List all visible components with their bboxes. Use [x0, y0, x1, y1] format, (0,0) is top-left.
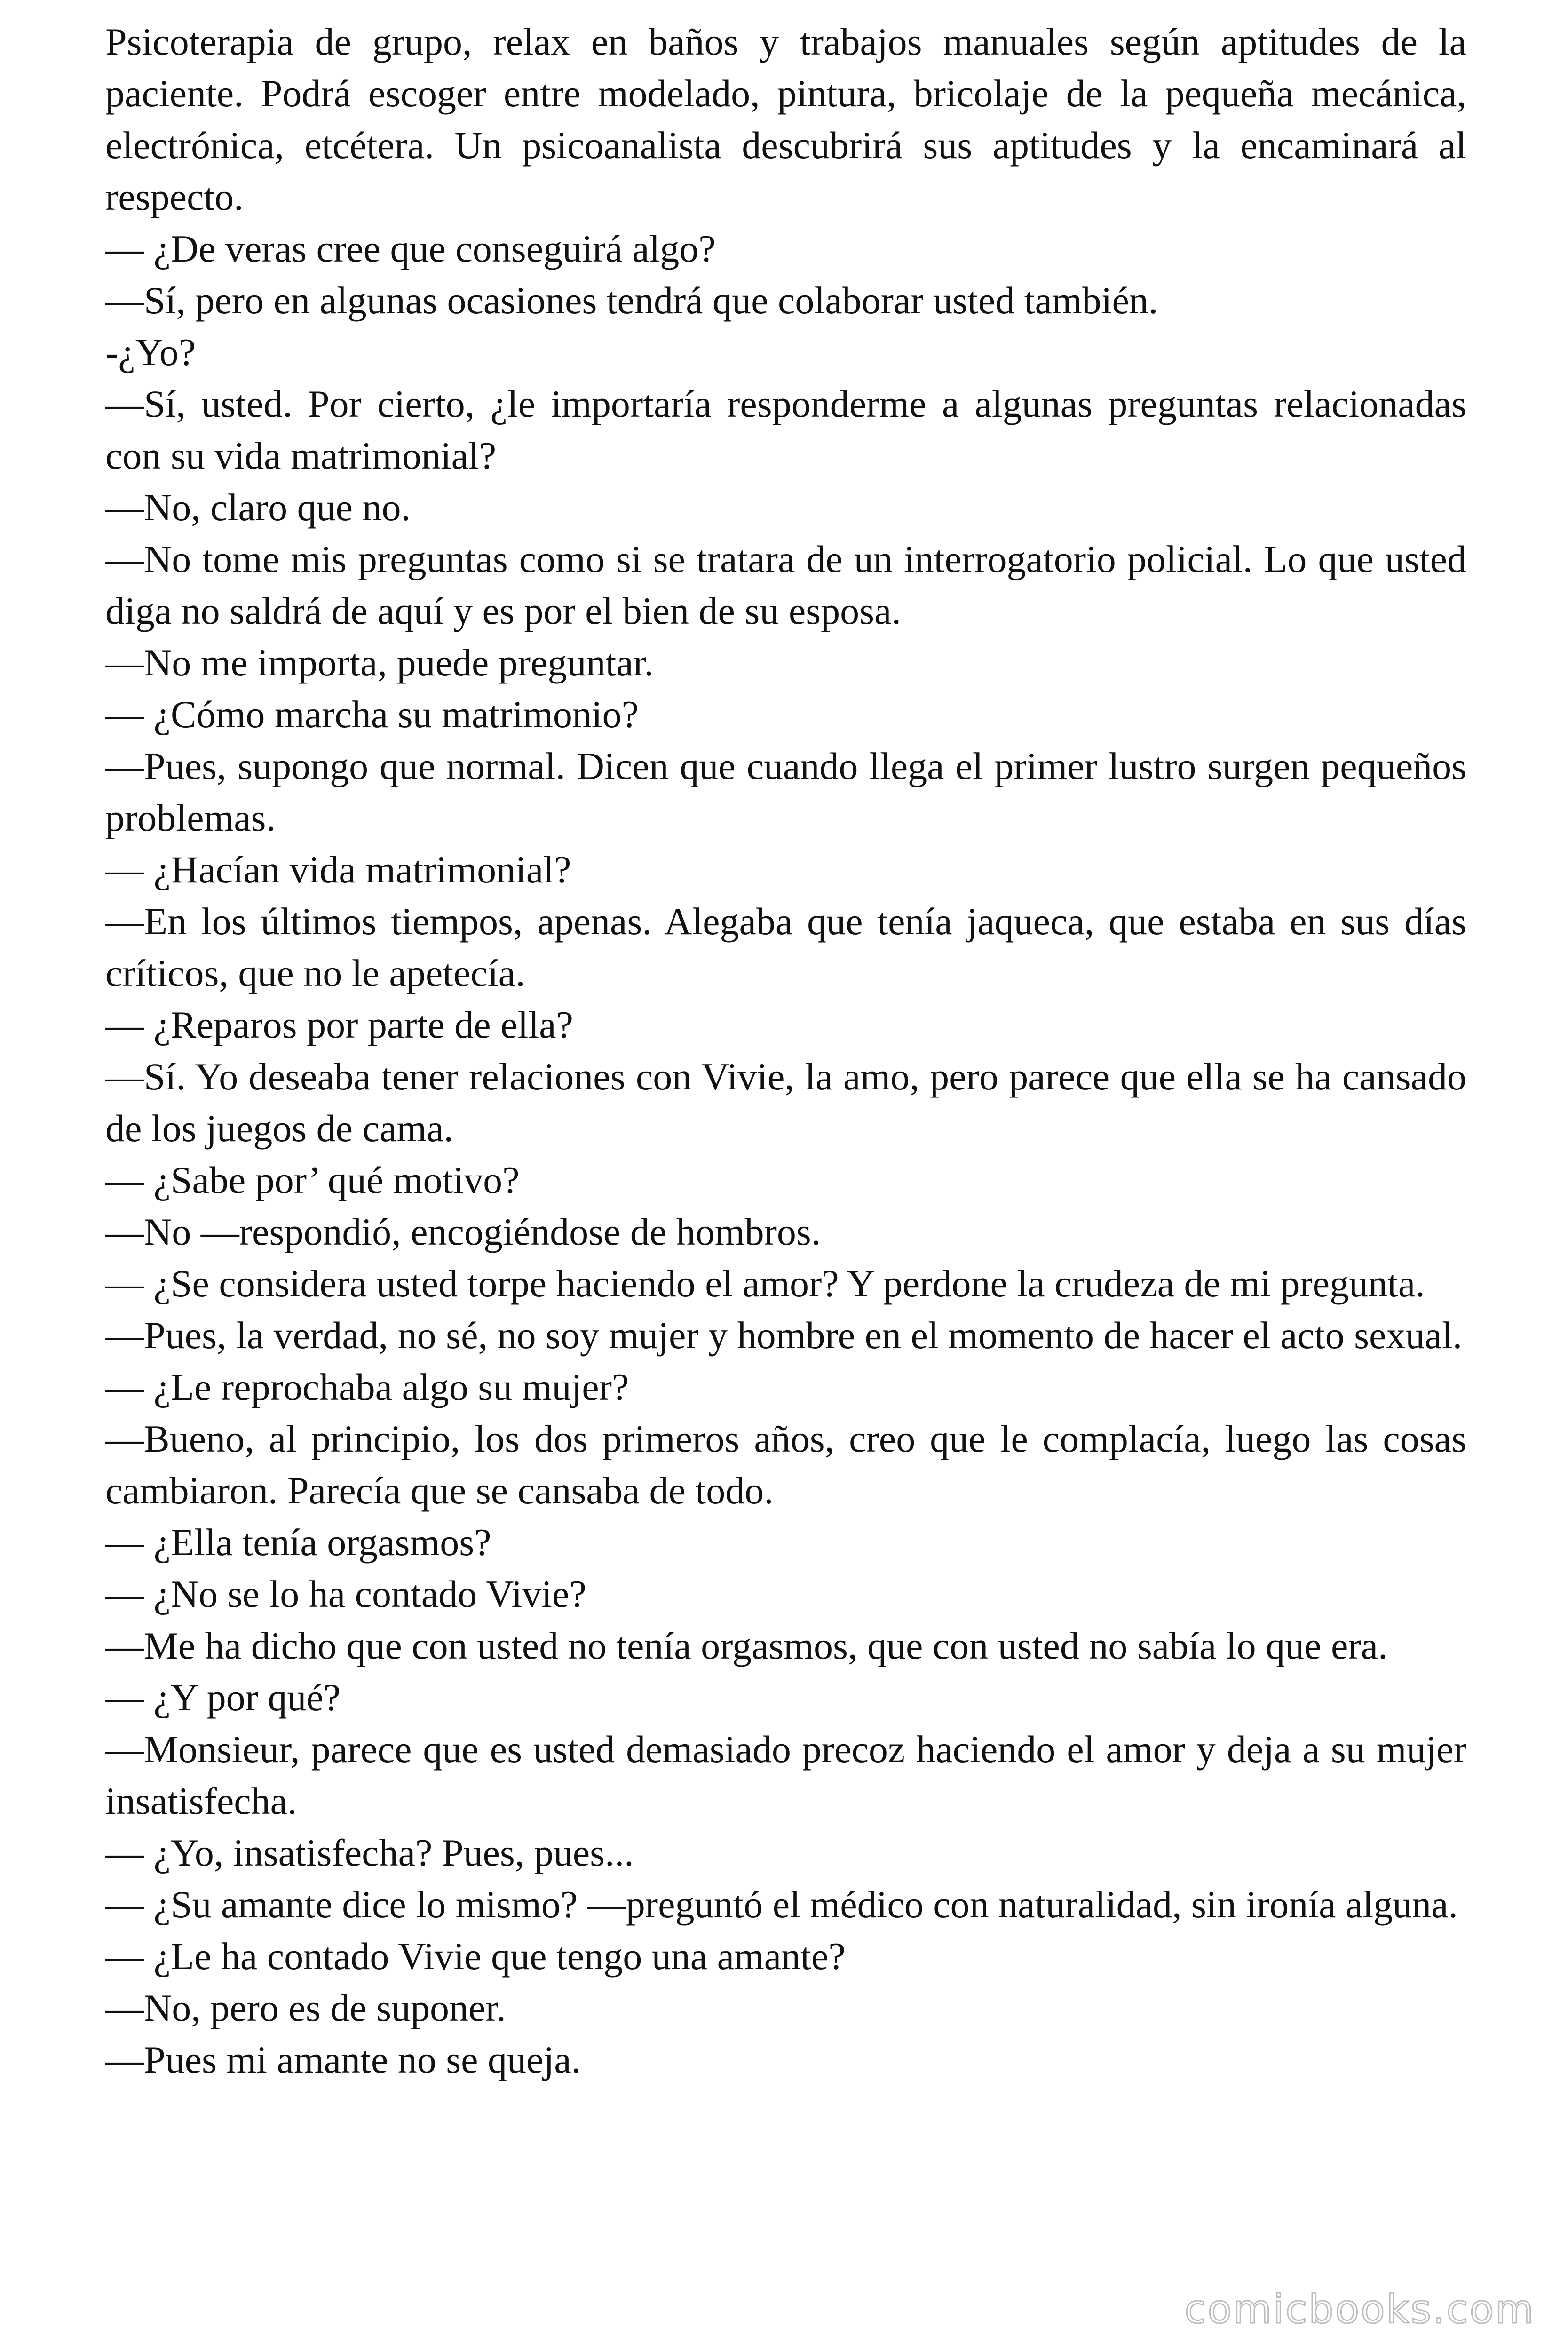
paragraph: Psicoterapia de grupo, relax en baños y trabajos manuales según aptitudes de la paciente. Podrá escoger entre modelado, pintura, bricolaje de la pequeña mecánica, electrónica, etcétera. Un psicoanalista descubrirá sus aptitudes y la encaminará al respecto. — [105, 20, 1466, 218]
paragraph: —No —respondió, encogiéndose de hombros. — [105, 1210, 821, 1253]
paragraph: —Sí, usted. Por cierto, ¿le importaría responderme a algunas preguntas relacionadas con su vida matrimonial? — [105, 382, 1466, 477]
paragraph: —No, pero es de suponer. — [105, 1986, 506, 2029]
paragraph: — ¿No se lo ha contado Vivie? — [105, 1573, 586, 1615]
body-text — [105, 16, 1466, 2086]
paragraph: —No me importa, puede preguntar. — [105, 641, 654, 684]
paragraph: —Me ha dicho que con usted no tenía orgasmos, que con usted no sabía lo que era. — [105, 1624, 1388, 1667]
paragraph: — ¿Hacían vida matrimonial? — [105, 848, 571, 891]
paragraph: —Pues mi amante no se queja. — [105, 2038, 581, 2081]
paragraph: — ¿Le ha contado Vivie que tengo una amante? — [105, 1935, 846, 1978]
paragraph: —Sí, pero en algunas ocasiones tendrá que colaborar usted también. — [105, 279, 1158, 322]
paragraph: —Monsieur, parece que es usted demasiado precoz haciendo el amor y deja a su mujer insatisfecha. — [105, 1728, 1466, 1822]
paragraph: — ¿Yo, insatisfecha? Pues, pues... — [105, 1831, 634, 1874]
paragraph: — ¿Cómo marcha su matrimonio? — [105, 693, 639, 736]
paragraph: -¿Yo? — [105, 331, 196, 373]
paragraph: — ¿Reparos por parte de ella? — [105, 1003, 573, 1046]
paragraph: —No, claro que no. — [105, 486, 411, 529]
paragraph: —Bueno, al principio, los dos primeros años, creo que le complacía, luego las cosas cambiaron. Parecía que se cansaba de todo. — [105, 1417, 1466, 1512]
paragraph: —Sí. Yo deseaba tener relaciones con Vivie, la amo, pero parece que ella se ha cansado de los juegos de cama. — [105, 1055, 1466, 1150]
paragraph: —Pues, la verdad, no sé, no soy mujer y hombre en el momento de hacer el acto sexual. — [105, 1314, 1463, 1357]
paragraph: —Pues, supongo que normal. Dicen que cuando llega el primer lustro surgen pequeños problemas. — [105, 745, 1466, 839]
paragraph: —En los últimos tiempos, apenas. Alegaba que tenía jaqueca, que estaba en sus días críticos, que no le apetecía. — [105, 900, 1466, 994]
paragraph: — ¿Le reprochaba algo su mujer? — [105, 1366, 629, 1408]
paragraph: — ¿Y por qué? — [105, 1676, 341, 1719]
paragraph: — ¿Su amante dice lo mismo? —preguntó el médico con naturalidad, sin ironía alguna. — [105, 1883, 1458, 1926]
paragraph: —No tome mis preguntas como si se tratara de un interrogatorio policial. Lo que usted diga no saldrá de aquí y es por el bien de su esposa. — [105, 538, 1466, 632]
paragraph: — ¿Sabe por’ qué motivo? — [105, 1159, 520, 1201]
paragraph: — ¿De veras cree que conseguirá algo? — [105, 227, 716, 270]
paragraph: — ¿Ella tenía orgasmos? — [105, 1521, 491, 1564]
paragraph: — ¿Se considera usted torpe haciendo el amor? Y perdone la crudeza de mi pregunta. — [105, 1262, 1425, 1305]
watermark: comicbooks.com — [1184, 2286, 1535, 2332]
